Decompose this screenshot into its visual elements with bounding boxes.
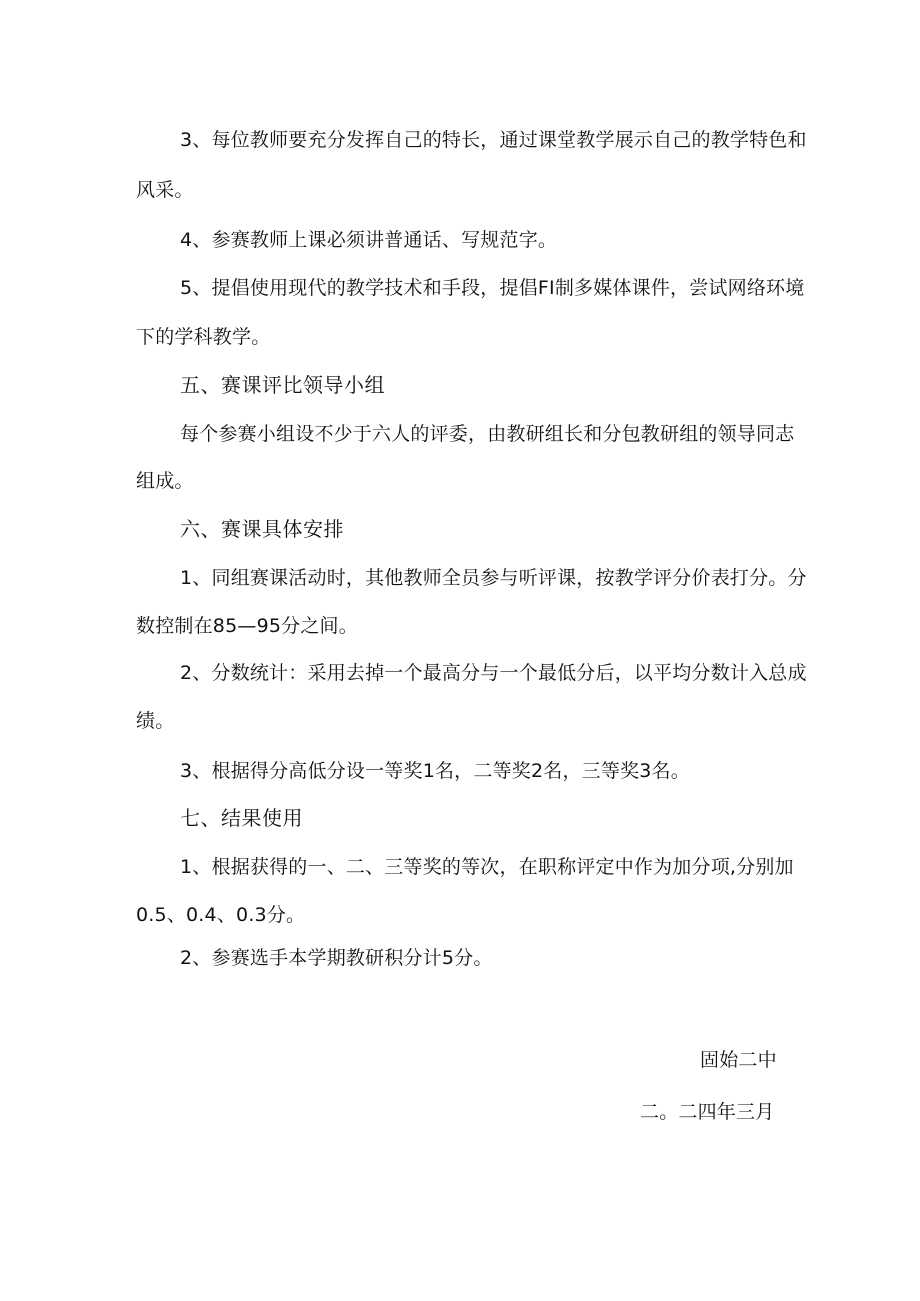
section-7-item-1-line-2: 0.5、0.4、0.3分。 — [136, 904, 306, 926]
item-3-line-2: 风采。 — [136, 179, 194, 201]
section-6-heading: 六、赛课具体安排 — [180, 517, 344, 541]
item-5-line-2: 下的学科教学。 — [136, 326, 271, 348]
section-7-item-1-line-1: 1、根据获得的一、二、三等奖的等次，在职称评定中作为加分项,分别加 — [180, 856, 794, 878]
section-6-item-1-line-1: 1、同组赛课活动时，其他教师全员参与听评课，按教学评分价表打分。分 — [180, 567, 807, 589]
section-6-item-1-line-2: 数控制在85—95分之间。 — [136, 615, 358, 637]
item-3-line-1: 3、每位教师要充分发挥自己的特长，通过课堂教学展示自己的教学特色和 — [180, 129, 807, 151]
section-5-para-line-2: 组成。 — [136, 470, 194, 492]
section-7-heading: 七、结果使用 — [180, 806, 303, 830]
section-7-item-2-line-1: 2、参赛选手本学期教研积分计5分。 — [180, 947, 493, 969]
signature-organization: 固始二中 — [700, 1049, 777, 1071]
item-4-line-1: 4、参赛教师上课必须讲普通话、写规范字。 — [180, 229, 558, 251]
section-6-item-2-line-2: 绩。 — [136, 710, 175, 732]
section-6-item-2-line-1: 2、分数统计：采用去掉一个最高分与一个最低分后，以平均分数计入总成 — [180, 662, 807, 684]
section-6-item-3-line-1: 3、根据得分高低分设一等奖1名，二等奖2名，三等奖3名。 — [180, 760, 690, 782]
signature-date: 二。二四年三月 — [640, 1101, 775, 1123]
item-5-line-1: 5、提倡使用现代的教学技术和手段，提倡FI制多媒体课件，尝试网络环境 — [180, 277, 805, 299]
section-5-heading: 五、赛课评比领导小组 — [180, 373, 385, 397]
section-5-para-line-1: 每个参赛小组设不少于六人的评委，由教研组长和分包教研组的领导同志 — [180, 423, 795, 445]
